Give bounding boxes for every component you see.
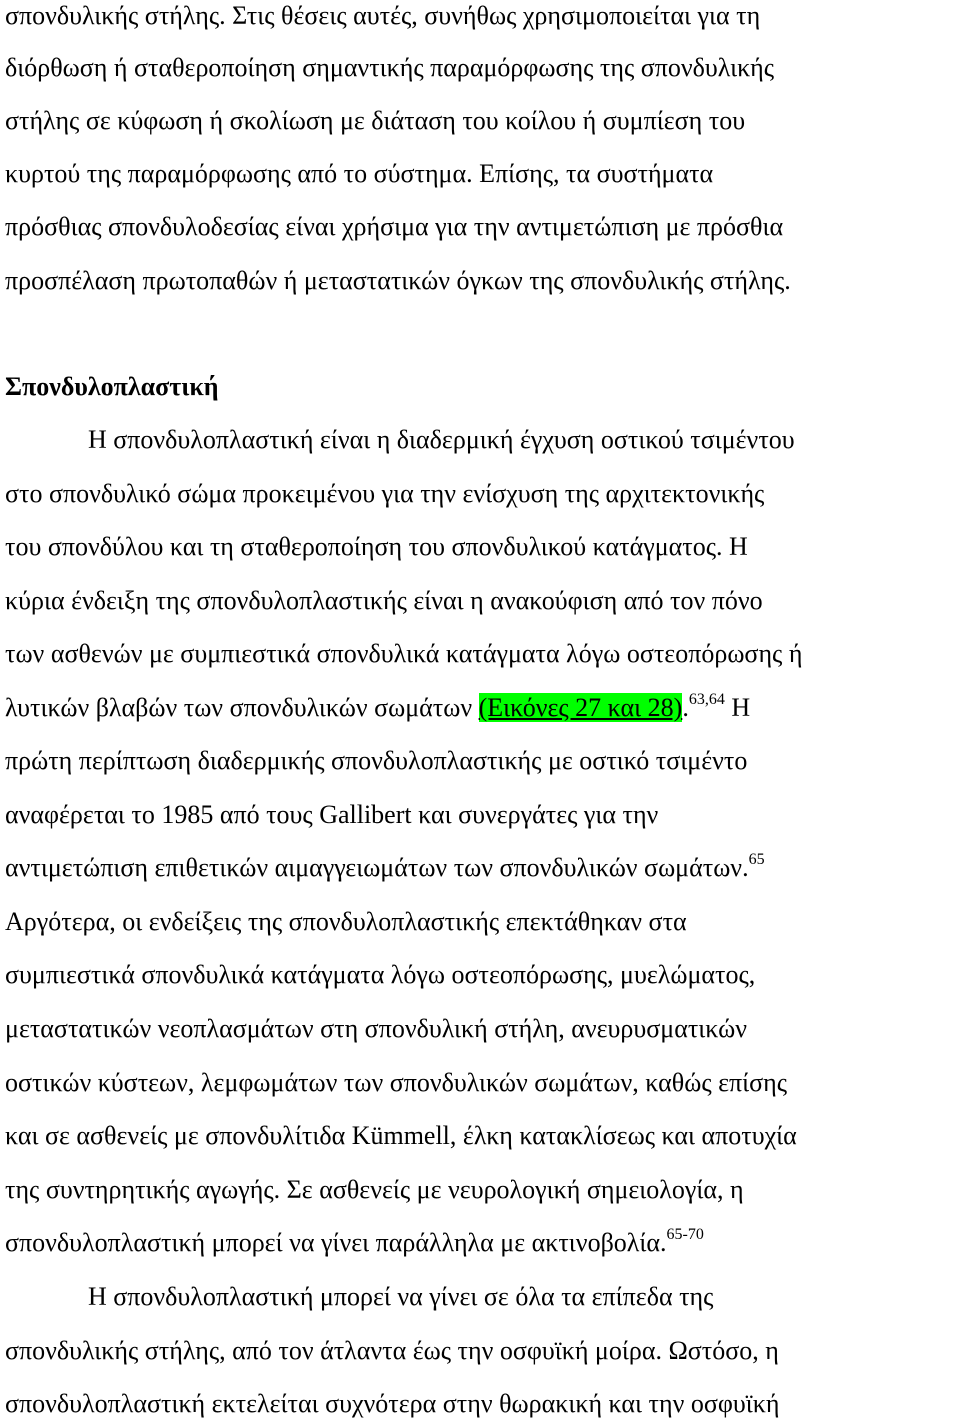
paragraph-line: Η σπονδυλοπλαστική είναι η διαδερμική έγχυση οστικού τσιμέντου — [88, 425, 795, 454]
paragraph-line: πρώτη περίπτωση διαδερμικής σπονδυλοπλαστικής με οστικό τσιμέντο — [5, 746, 748, 775]
paragraph-line: της συντηρητικής αγωγής. Σε ασθενείς με νευρολογική σημειολογία, η — [5, 1175, 744, 1204]
citation-superscript: 63,64 — [688, 691, 725, 709]
paragraph-line: στήλης σε κύφωση ή σκολίωση με διάταση του κοίλου ή συμπίεση του — [5, 106, 746, 135]
figure-reference-link[interactable]: (Εικόνες 27 και 28) — [478, 693, 683, 722]
paragraph-line: σπονδυλικής στήλης. Στις θέσεις αυτές, συνήθως χρησιμοποιείται για τη — [5, 1, 761, 30]
line-text: σπονδυλοπλαστική μπορεί να γίνει παράλληλα με ακτινοβολία. — [5, 1228, 667, 1257]
paragraph-line: σπονδυλικής στήλης, από τον άτλαντα έως την οσφυϊκή μοίρα. Ωστόσο, η — [5, 1336, 779, 1365]
paragraph-line: κυρτού της παραμόρφωσης από το σύστημα. Επίσης, τα συστήματα — [5, 159, 714, 188]
section-heading: Σπονδυλοπλαστική — [5, 372, 219, 401]
citation-superscript: 65-70 — [666, 1226, 704, 1244]
line-text: λυτικών βλαβών των σπονδυλικών σωμάτων — [5, 693, 479, 722]
line-text: αντιμετώπιση επιθετικών αιμαγγειωμάτων των σπονδυλικών σωμάτων. — [5, 853, 749, 882]
paragraph-line: Αργότερα, οι ενδείξεις της σπονδυλοπλαστικής επεκτάθηκαν στα — [5, 907, 687, 936]
paragraph-line: και σε ασθενείς με σπονδυλίτιδα Kümmell, έλκη κατακλίσεως και αποτυχία — [5, 1121, 797, 1150]
paragraph-line: αναφέρεται το 1985 από τους Gallibert και συνεργάτες για την — [5, 800, 659, 829]
paragraph-line: κύρια ένδειξη της σπονδυλοπλαστικής είναι η ανακούφιση από τον πόνο — [5, 586, 763, 615]
paragraph-line: Η σπονδυλοπλαστική μπορεί να γίνει σε όλα τα επίπεδα της — [88, 1282, 714, 1311]
paragraph-line: προσπέλαση πρωτοπαθών ή μεταστατικών όγκων της σπονδυλικής στήλης. — [5, 266, 791, 295]
paragraph-line: του σπονδύλου και τη σταθεροποίηση του σπονδυλικού κατάγματος. Η — [5, 532, 748, 561]
paragraph-line: διόρθωση ή σταθεροποίηση σημαντικής παραμόρφωσης της σπονδυλικής — [5, 53, 775, 82]
paragraph-line: των ασθενών με συμπιεστικά σπονδυλικά κατάγματα λόγω οστεοπόρωσης ή — [5, 639, 803, 668]
line-text: . — [682, 693, 689, 722]
paragraph-line — [5, 852, 765, 884]
paragraph-line: οστικών κύστεων, λεμφωμάτων των σπονδυλικών σωμάτων, καθώς επίσης — [5, 1068, 788, 1097]
paragraph-line: σπονδυλοπλαστική εκτελείται συχνότερα στην θωρακική και την οσφυϊκή — [5, 1389, 780, 1418]
citation-superscript: 65 — [748, 851, 765, 869]
paragraph-line: στο σπονδυλικό σώμα προκειμένου για την ενίσχυση της αρχιτεκτονικής — [5, 479, 765, 508]
paragraph-line: πρόσθιας σπονδυλοδεσίας είναι χρήσιμα για την αντιμετώπιση με πρόσθια — [5, 212, 784, 241]
paragraph-line — [5, 692, 750, 724]
paragraph-line: μεταστατικών νεοπλασμάτων στη σπονδυλική στήλη, ανευρυσματικών — [5, 1014, 748, 1043]
paragraph-line: συμπιεστικά σπονδυλικά κατάγματα λόγω οστεοπόρωσης, μυελώματος, — [5, 960, 756, 989]
paragraph-line — [5, 1227, 704, 1259]
line-text: Η — [724, 693, 751, 722]
